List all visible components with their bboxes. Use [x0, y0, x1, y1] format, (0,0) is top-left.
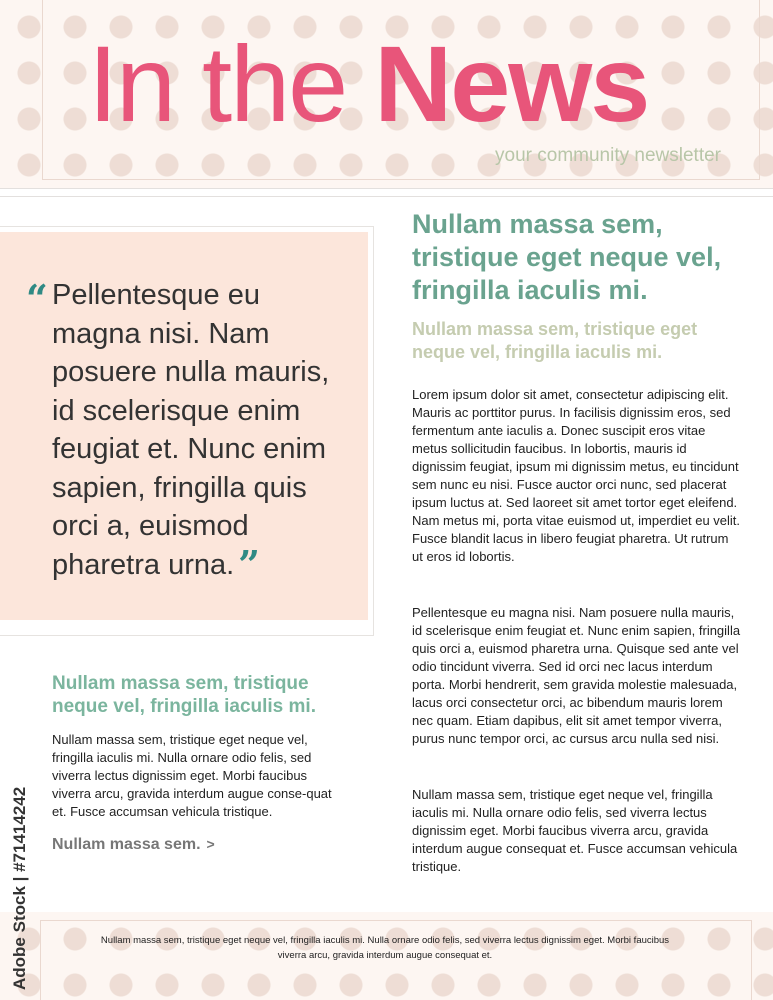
pull-quote-text: Pellentesque eu magna nisi. Nam posuere nulla mauris, id scelerisque enim feugiat et. Nunc enim sapien, fringilla quis orci a, euismod pharetra urna.	[52, 279, 330, 581]
article-paragraph-3: Nullam massa sem, tristique eget neque vel, fringilla iaculis mi. Nulla ornare odio felis, sed viverra lectus dignissim eget. Morbi faucibus viverra arcu, gravida interdum augue consequat et. Fusce accumsan vehicula tristique.	[412, 787, 738, 874]
open-quote-mark: “	[26, 276, 48, 321]
sidebar-headline: Nullam massa sem, tristique neque vel, fringilla iaculis mi.	[52, 673, 316, 717]
chevron-right-icon: >	[206, 836, 215, 852]
pull-quote	[52, 276, 352, 587]
stock-watermark: Adobe Stock | #71414242	[10, 786, 29, 990]
page-title	[88, 23, 649, 144]
article-paragraph-2: Pellentesque eu magna nisi. Nam posuere nulla mauris, id scelerisque enim feugiat et. Nunc enim sapien, fringilla quis orci a, euismod pharetra urna. Quisque sed ante vel odio tincidunt viverra. Sed id orci nec lacus interdum porta. Morbi hendrerit, sem gravida molestie malesuada, lacus orci consectetur orci, ac bibendum mauris lorem nec quam. Etiam dapibus, elit sit amet tempor viverra, purus nunc tempor orci, ac cursus arcu nulla sed nisi.	[412, 605, 741, 746]
title-part-in-the: In the	[88, 23, 375, 144]
footer-text: Nullam massa sem, tristique eget neque vel, fringilla iaculis mi. Nulla ornare odio felis, sed viverra lectus dignissim eget. Morbi faucibus viverra arcu, gravida interdum augue consequat et.	[100, 935, 670, 961]
masthead-divider	[0, 188, 773, 189]
article-subhead: Nullam massa sem, tristique eget neque vel, fringilla iaculis mi.	[412, 319, 698, 362]
read-more-label: Nullam massa sem.	[52, 836, 201, 853]
close-quote-mark: ”	[238, 541, 261, 587]
page-subtitle: your community newsletter	[495, 145, 721, 166]
article-paragraph-1: Lorem ipsum dolor sit amet, consectetur adipiscing elit. Mauris ac porttitor purus. In facilisis dignissim eros, sed fermentum ante iaculis a. Donec suscipit eros vitae metus sollicitudin faucibus. In lobortis, mauris id dignissim feugiat, ipsum mi dignissim metus, eu tincidunt sem nunc eu nisi. Fusce auctor orci nunc, sed placerat ipsum luctus at. Sed laoreet sit amet tortor eget eleifend. Nam metus mi, porta vitae euismod ut, imperdiet eu velit. Fusce blandit lacus in libero feugiat pharetra. Ut rutrum ut eros id lobortis.	[412, 387, 741, 564]
title-part-news: News	[374, 23, 649, 144]
masthead-divider-inner	[0, 196, 773, 197]
article-headline: Nullam massa sem, tristique eget neque vel, fringilla iaculis mi.	[412, 209, 722, 305]
read-more-link[interactable]	[52, 836, 215, 854]
sidebar-body-text: Nullam massa sem, tristique eget neque vel, fringilla iaculis mi. Nulla ornare odio felis, sed viverra lectus dignissim eget. Morbi faucibus viverra arcu, gravida interdum augue conse-quat et. Fusce accumsan vehicula tristique.	[52, 732, 332, 819]
